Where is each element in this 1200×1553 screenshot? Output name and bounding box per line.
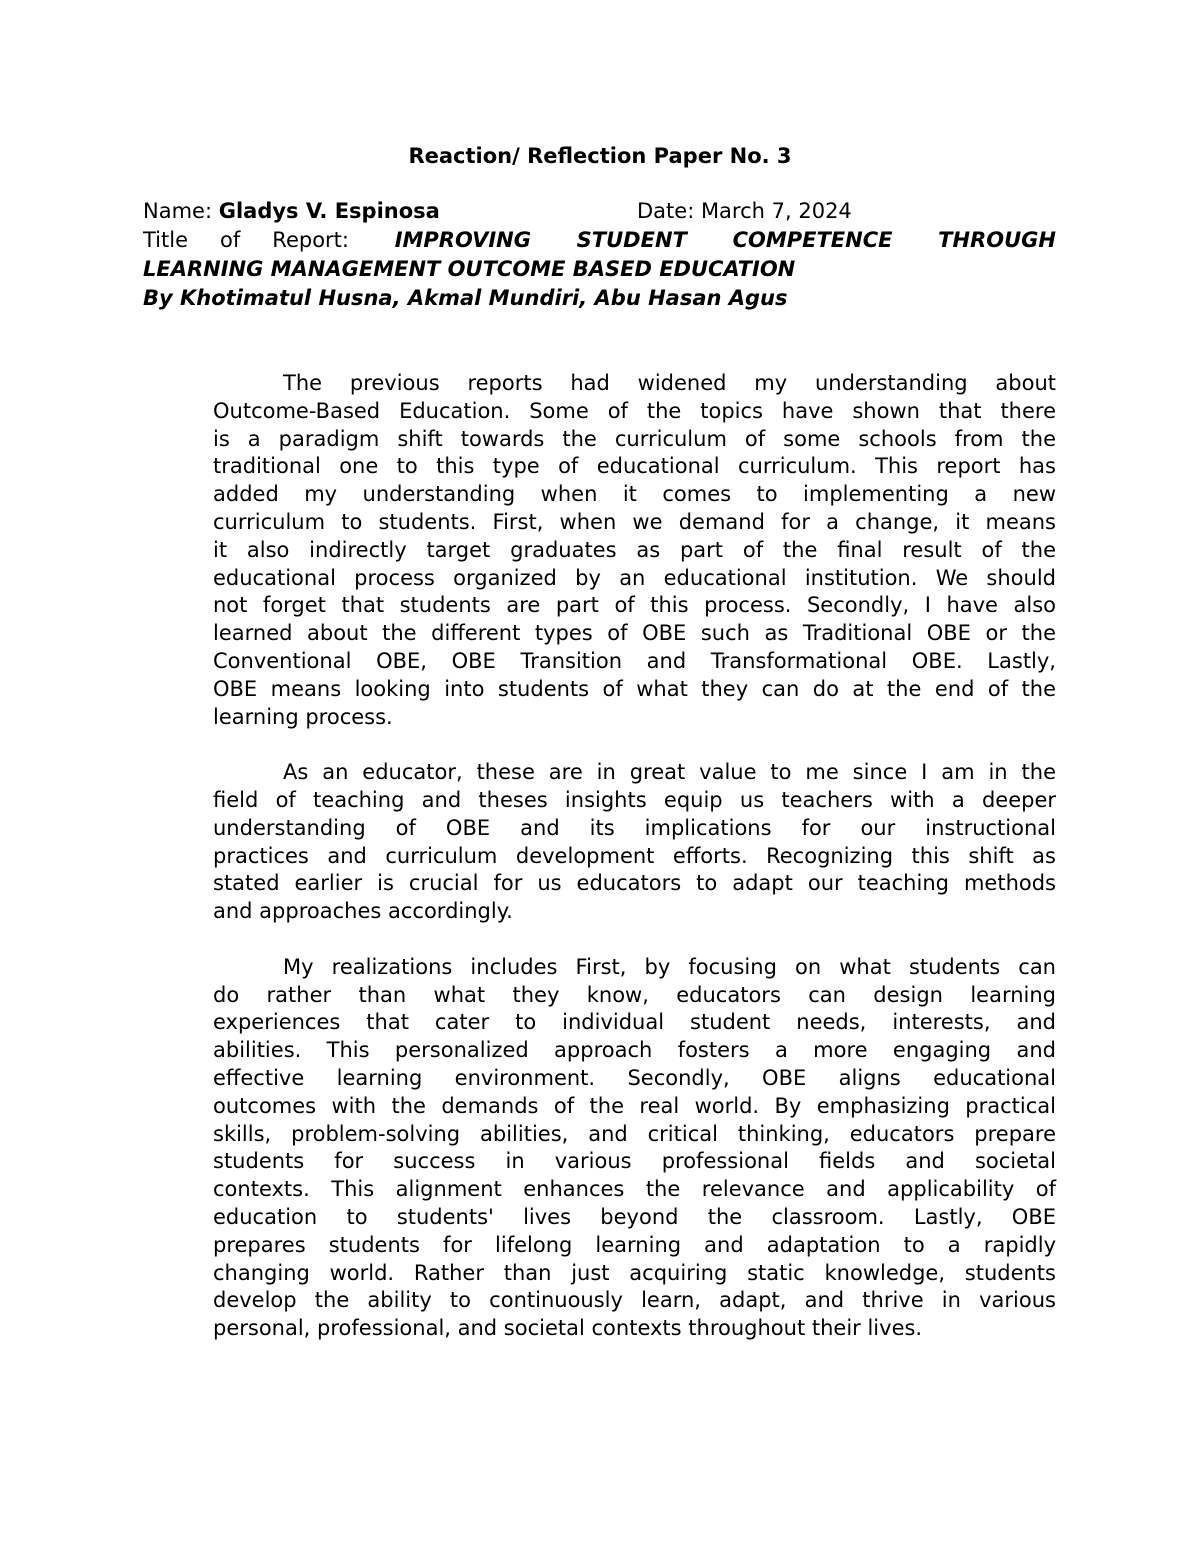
paragraph-line: do rather than what they know, educators can design learning <box>213 982 1056 1007</box>
reflection-body <box>213 370 1056 1371</box>
name-label: Name: <box>143 199 213 223</box>
paragraph-line: is a paradigm shift towards the curriculum of some schools from the <box>213 426 1056 451</box>
paragraph-line: educational process organized by an educational institution. We should <box>213 565 1056 590</box>
title-word: IMPROVING <box>394 228 531 252</box>
paragraph-line: Conventional OBE, OBE Transition and Transformational OBE. Lastly, <box>213 648 1056 673</box>
paragraph-line: not forget that students are part of this process. Secondly, I have also <box>213 593 1056 618</box>
paragraph-line: The previous reports had widened my understanding about <box>283 371 1056 395</box>
author-name: Gladys V. Espinosa <box>218 199 440 223</box>
paragraph-line: personal, professional, and societal contexts throughout their lives. <box>213 1316 923 1341</box>
paragraph-line: learned about the different types of OBE such as Traditional OBE or the <box>213 621 1056 646</box>
title-label-word: of <box>220 228 241 252</box>
paragraph-line: effective learning environment. Secondly, OBE aligns educational <box>213 1065 1056 1090</box>
paragraph-line: prepares students for lifelong learning and adaptation to a rapidly <box>213 1232 1056 1257</box>
title-word: COMPETENCE <box>732 228 893 252</box>
paragraph-line: contexts. This alignment enhances the relevance and applicability of <box>213 1177 1056 1202</box>
paragraph <box>213 370 1056 731</box>
paragraph-line: My realizations includes First, by focusing on what students can <box>283 954 1056 979</box>
paragraph-line: outcomes with the demands of the real world. By emphasizing practical <box>213 1093 1056 1118</box>
paragraph-line: learning process. <box>213 704 393 729</box>
name-date-line <box>143 197 1056 226</box>
paragraph-line: field of teaching and theses insights equip us teachers with a deeper <box>213 787 1056 812</box>
report-title-line <box>143 226 1056 255</box>
paragraph-line: develop the ability to continuously learn, adapt, and thrive in various <box>213 1288 1056 1313</box>
paragraph-line: added my understanding when it comes to implementing a new <box>213 482 1056 507</box>
paragraph-line: As an educator, these are in great value to me since I am in the <box>283 760 1056 785</box>
title-label-word: Title <box>143 228 189 252</box>
report-authors: By Khotimatul Husna, Akmal Mundiri, Abu Hasan Agus <box>143 286 788 310</box>
paragraph-line: it also indirectly target graduates as part of the final result of the <box>213 537 1056 562</box>
paragraph-line: curriculum to students. First, when we demand for a change, it means <box>213 509 1056 534</box>
date-field: Date: March 7, 2024 <box>637 199 852 223</box>
paragraph-line: abilities. This personalized approach fosters a more engaging and <box>213 1038 1056 1063</box>
paragraph-line: students for success in various professional fields and societal <box>213 1149 1056 1174</box>
report-title-continued: LEARNING MANAGEMENT OUTCOME BASED EDUCATION <box>143 257 796 281</box>
paragraph-line: education to students' lives beyond the classroom. Lastly, OBE <box>213 1204 1056 1229</box>
title-label <box>143 226 349 255</box>
paragraph-line: Outcome-Based Education. Some of the topics have shown that there <box>213 398 1056 423</box>
title-word: STUDENT <box>576 228 687 252</box>
paper-heading: Reaction/ Reflection Paper No. 3 <box>408 144 792 168</box>
paragraph <box>213 759 1056 926</box>
paragraph-line: experiences that cater to individual student needs, interests, and <box>213 1010 1056 1035</box>
paragraph-line: traditional one to this type of educational curriculum. This report has <box>213 454 1056 479</box>
paragraph-line: OBE means looking into students of what they can do at the end of the <box>213 676 1056 701</box>
paragraph-line: skills, problem-solving abilities, and critical thinking, educators prepare <box>213 1121 1056 1146</box>
paragraph-line: changing world. Rather than just acquiring static knowledge, students <box>213 1260 1056 1285</box>
paragraph-line: practices and curriculum development efforts. Recognizing this shift as <box>213 843 1056 868</box>
paragraph-line: understanding of OBE and its implications for our instructional <box>213 815 1056 840</box>
paper-header <box>143 197 1056 313</box>
paragraph-line: and approaches accordingly. <box>213 899 513 924</box>
paragraph <box>213 954 1056 1343</box>
title-label-word: Report: <box>272 228 349 252</box>
paragraph-line: stated earlier is crucial for us educators to adapt our teaching methods <box>213 871 1056 896</box>
title-word: THROUGH <box>938 228 1056 252</box>
